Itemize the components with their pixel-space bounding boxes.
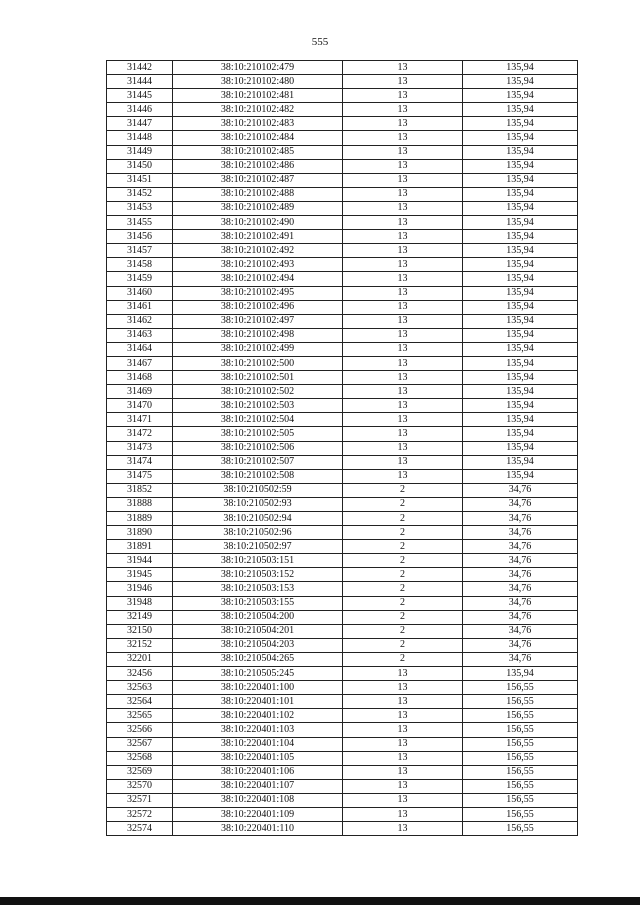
record-number-cell: 31463 xyxy=(107,328,173,342)
value-cell: 135,94 xyxy=(463,117,578,131)
cadastral-number-cell: 38:10:220401:104 xyxy=(173,737,343,751)
value-cell: 135,94 xyxy=(463,89,578,103)
cadastral-number-cell: 38:10:210102:502 xyxy=(173,385,343,399)
table-row xyxy=(107,371,578,385)
value-cell: 135,94 xyxy=(463,455,578,469)
table-row xyxy=(107,399,578,413)
quantity-cell: 13 xyxy=(343,89,463,103)
table-row xyxy=(107,300,578,314)
quantity-cell: 13 xyxy=(343,272,463,286)
table-row xyxy=(107,455,578,469)
cadastral-number-cell: 38:10:220401:108 xyxy=(173,793,343,807)
value-cell: 135,94 xyxy=(463,187,578,201)
quantity-cell: 13 xyxy=(343,131,463,145)
value-cell: 135,94 xyxy=(463,413,578,427)
value-cell: 135,94 xyxy=(463,286,578,300)
quantity-cell: 13 xyxy=(343,145,463,159)
table-row xyxy=(107,596,578,610)
value-cell: 135,94 xyxy=(463,371,578,385)
quantity-cell: 13 xyxy=(343,328,463,342)
cadastral-number-cell: 38:10:210502:59 xyxy=(173,483,343,497)
quantity-cell: 13 xyxy=(343,173,463,187)
cadastral-number-cell: 38:10:220401:103 xyxy=(173,723,343,737)
value-cell: 156,55 xyxy=(463,779,578,793)
quantity-cell: 13 xyxy=(343,427,463,441)
record-number-cell: 31475 xyxy=(107,469,173,483)
quantity-cell: 13 xyxy=(343,371,463,385)
cadastral-number-cell: 38:10:210503:155 xyxy=(173,596,343,610)
value-cell: 135,94 xyxy=(463,159,578,173)
cadastral-number-cell: 38:10:220401:101 xyxy=(173,695,343,709)
cadastral-number-cell: 38:10:210102:504 xyxy=(173,413,343,427)
record-number-cell: 32563 xyxy=(107,681,173,695)
cadastral-number-cell: 38:10:210102:500 xyxy=(173,356,343,370)
table-row xyxy=(107,173,578,187)
record-number-cell: 31458 xyxy=(107,258,173,272)
table-row xyxy=(107,328,578,342)
quantity-cell: 2 xyxy=(343,568,463,582)
record-number-cell: 31448 xyxy=(107,131,173,145)
cadastral-number-cell: 38:10:210102:483 xyxy=(173,117,343,131)
cadastral-number-cell: 38:10:220401:100 xyxy=(173,681,343,695)
quantity-cell: 13 xyxy=(343,737,463,751)
table-row xyxy=(107,75,578,89)
table-row xyxy=(107,89,578,103)
cadastral-number-cell: 38:10:210102:487 xyxy=(173,173,343,187)
quantity-cell: 13 xyxy=(343,356,463,370)
value-cell: 135,94 xyxy=(463,356,578,370)
table-row xyxy=(107,807,578,821)
table-row xyxy=(107,765,578,779)
quantity-cell: 13 xyxy=(343,681,463,695)
quantity-cell: 13 xyxy=(343,667,463,681)
cadastral-number-cell: 38:10:210102:485 xyxy=(173,145,343,159)
table-row xyxy=(107,385,578,399)
value-cell: 135,94 xyxy=(463,201,578,215)
cadastral-number-cell: 38:10:210102:484 xyxy=(173,131,343,145)
cadastral-number-cell: 38:10:210102:495 xyxy=(173,286,343,300)
cadastral-number-cell: 38:10:210102:501 xyxy=(173,371,343,385)
quantity-cell: 13 xyxy=(343,441,463,455)
record-number-cell: 32574 xyxy=(107,822,173,836)
table-row xyxy=(107,483,578,497)
record-number-cell: 31852 xyxy=(107,483,173,497)
record-number-cell: 32568 xyxy=(107,751,173,765)
cadastral-number-cell: 38:10:210102:481 xyxy=(173,89,343,103)
table-row xyxy=(107,737,578,751)
record-number-cell: 32566 xyxy=(107,723,173,737)
page-number: 555 xyxy=(311,36,329,48)
record-number-cell: 31442 xyxy=(107,61,173,75)
value-cell: 135,94 xyxy=(463,314,578,328)
value-cell: 34,76 xyxy=(463,568,578,582)
cadastral-number-cell: 38:10:210102:496 xyxy=(173,300,343,314)
cadastral-number-cell: 38:10:210502:93 xyxy=(173,497,343,511)
value-cell: 34,76 xyxy=(463,483,578,497)
table-row xyxy=(107,822,578,836)
table-row xyxy=(107,356,578,370)
value-cell: 156,55 xyxy=(463,709,578,723)
quantity-cell: 2 xyxy=(343,512,463,526)
record-number-cell: 31452 xyxy=(107,187,173,201)
record-number-cell: 31945 xyxy=(107,568,173,582)
table-row xyxy=(107,159,578,173)
quantity-cell: 2 xyxy=(343,638,463,652)
cadastral-number-cell: 38:10:220401:102 xyxy=(173,709,343,723)
quantity-cell: 2 xyxy=(343,526,463,540)
cadastral-number-cell: 38:10:210504:203 xyxy=(173,638,343,652)
quantity-cell: 2 xyxy=(343,610,463,624)
value-cell: 135,94 xyxy=(463,342,578,356)
value-cell: 135,94 xyxy=(463,328,578,342)
cadastral-number-cell: 38:10:220401:106 xyxy=(173,765,343,779)
value-cell: 156,55 xyxy=(463,723,578,737)
quantity-cell: 13 xyxy=(343,793,463,807)
table-row xyxy=(107,695,578,709)
record-number-cell: 32150 xyxy=(107,624,173,638)
record-number-cell: 31467 xyxy=(107,356,173,370)
record-number-cell: 32201 xyxy=(107,652,173,666)
value-cell: 34,76 xyxy=(463,526,578,540)
table-row xyxy=(107,751,578,765)
table-row xyxy=(107,145,578,159)
value-cell: 156,55 xyxy=(463,737,578,751)
quantity-cell: 13 xyxy=(343,117,463,131)
quantity-cell: 13 xyxy=(343,751,463,765)
value-cell: 34,76 xyxy=(463,582,578,596)
table-row xyxy=(107,638,578,652)
cadastral-number-cell: 38:10:210102:508 xyxy=(173,469,343,483)
record-number-cell: 31446 xyxy=(107,103,173,117)
record-number-cell: 31474 xyxy=(107,455,173,469)
record-number-cell: 31449 xyxy=(107,145,173,159)
cadastral-number-cell: 38:10:210102:493 xyxy=(173,258,343,272)
value-cell: 156,55 xyxy=(463,822,578,836)
cadastral-number-cell: 38:10:210102:486 xyxy=(173,159,343,173)
value-cell: 34,76 xyxy=(463,540,578,554)
value-cell: 135,94 xyxy=(463,441,578,455)
record-number-cell: 31471 xyxy=(107,413,173,427)
table-row xyxy=(107,427,578,441)
cadastral-number-cell: 38:10:210502:97 xyxy=(173,540,343,554)
record-number-cell: 32569 xyxy=(107,765,173,779)
table-row xyxy=(107,244,578,258)
table-row xyxy=(107,201,578,215)
quantity-cell: 2 xyxy=(343,652,463,666)
value-cell: 34,76 xyxy=(463,638,578,652)
quantity-cell: 13 xyxy=(343,187,463,201)
table-row xyxy=(107,526,578,540)
quantity-cell: 13 xyxy=(343,61,463,75)
cadastral-number-cell: 38:10:210502:94 xyxy=(173,512,343,526)
value-cell: 135,94 xyxy=(463,216,578,230)
quantity-cell: 2 xyxy=(343,483,463,497)
quantity-cell: 13 xyxy=(343,399,463,413)
quantity-cell: 13 xyxy=(343,286,463,300)
table-row xyxy=(107,413,578,427)
value-cell: 135,94 xyxy=(463,385,578,399)
value-cell: 34,76 xyxy=(463,596,578,610)
record-number-cell: 31457 xyxy=(107,244,173,258)
record-number-cell: 31462 xyxy=(107,314,173,328)
record-number-cell: 31445 xyxy=(107,89,173,103)
table-row xyxy=(107,497,578,511)
quantity-cell: 13 xyxy=(343,807,463,821)
table-row xyxy=(107,187,578,201)
value-cell: 135,94 xyxy=(463,399,578,413)
table-row xyxy=(107,779,578,793)
table-row xyxy=(107,441,578,455)
cadastral-number-cell: 38:10:210102:492 xyxy=(173,244,343,258)
record-number-cell: 31944 xyxy=(107,554,173,568)
record-number-cell: 31455 xyxy=(107,216,173,230)
record-number-cell: 31946 xyxy=(107,582,173,596)
cadastral-number-cell: 38:10:210502:96 xyxy=(173,526,343,540)
table-row xyxy=(107,103,578,117)
table-row xyxy=(107,131,578,145)
quantity-cell: 2 xyxy=(343,596,463,610)
quantity-cell: 2 xyxy=(343,540,463,554)
table-row xyxy=(107,286,578,300)
quantity-cell: 2 xyxy=(343,582,463,596)
cadastral-number-cell: 38:10:210102:497 xyxy=(173,314,343,328)
table-row xyxy=(107,216,578,230)
quantity-cell: 13 xyxy=(343,75,463,89)
record-number-cell: 31469 xyxy=(107,385,173,399)
quantity-cell: 13 xyxy=(343,342,463,356)
quantity-cell: 13 xyxy=(343,230,463,244)
record-number-cell: 32572 xyxy=(107,807,173,821)
cadastral-number-cell: 38:10:220401:107 xyxy=(173,779,343,793)
table-row xyxy=(107,723,578,737)
record-number-cell: 32567 xyxy=(107,737,173,751)
cadastral-number-cell: 38:10:210503:152 xyxy=(173,568,343,582)
quantity-cell: 13 xyxy=(343,314,463,328)
cadastral-number-cell: 38:10:210102:505 xyxy=(173,427,343,441)
cadastral-number-cell: 38:10:210102:479 xyxy=(173,61,343,75)
cadastral-number-cell: 38:10:220401:105 xyxy=(173,751,343,765)
scan-edge-bar xyxy=(0,897,640,905)
table-row xyxy=(107,610,578,624)
value-cell: 135,94 xyxy=(463,103,578,117)
value-cell: 135,94 xyxy=(463,131,578,145)
table-row xyxy=(107,667,578,681)
quantity-cell: 2 xyxy=(343,497,463,511)
table-row xyxy=(107,582,578,596)
quantity-cell: 13 xyxy=(343,469,463,483)
table-row xyxy=(107,793,578,807)
value-cell: 156,55 xyxy=(463,765,578,779)
value-cell: 156,55 xyxy=(463,793,578,807)
value-cell: 135,94 xyxy=(463,244,578,258)
table-row xyxy=(107,117,578,131)
value-cell: 34,76 xyxy=(463,624,578,638)
record-number-cell: 31891 xyxy=(107,540,173,554)
table-row xyxy=(107,652,578,666)
record-number-cell: 32570 xyxy=(107,779,173,793)
record-number-cell: 31444 xyxy=(107,75,173,89)
value-cell: 135,94 xyxy=(463,667,578,681)
cadastral-number-cell: 38:10:220401:110 xyxy=(173,822,343,836)
cadastral-number-cell: 38:10:210102:491 xyxy=(173,230,343,244)
record-number-cell: 31473 xyxy=(107,441,173,455)
cadastral-number-cell: 38:10:210505:245 xyxy=(173,667,343,681)
value-cell: 135,94 xyxy=(463,272,578,286)
cadastral-table xyxy=(106,60,578,836)
value-cell: 34,76 xyxy=(463,652,578,666)
value-cell: 135,94 xyxy=(463,300,578,314)
value-cell: 34,76 xyxy=(463,497,578,511)
record-number-cell: 31470 xyxy=(107,399,173,413)
quantity-cell: 13 xyxy=(343,159,463,173)
record-number-cell: 31472 xyxy=(107,427,173,441)
record-number-cell: 31456 xyxy=(107,230,173,244)
value-cell: 135,94 xyxy=(463,230,578,244)
value-cell: 135,94 xyxy=(463,258,578,272)
value-cell: 34,76 xyxy=(463,554,578,568)
record-number-cell: 32456 xyxy=(107,667,173,681)
quantity-cell: 13 xyxy=(343,413,463,427)
record-number-cell: 31888 xyxy=(107,497,173,511)
value-cell: 34,76 xyxy=(463,610,578,624)
value-cell: 135,94 xyxy=(463,75,578,89)
record-number-cell: 31447 xyxy=(107,117,173,131)
cadastral-number-cell: 38:10:210102:494 xyxy=(173,272,343,286)
cadastral-number-cell: 38:10:210102:488 xyxy=(173,187,343,201)
quantity-cell: 13 xyxy=(343,385,463,399)
quantity-cell: 13 xyxy=(343,779,463,793)
cadastral-number-cell: 38:10:210102:503 xyxy=(173,399,343,413)
cadastral-number-cell: 38:10:210503:153 xyxy=(173,582,343,596)
table-row xyxy=(107,314,578,328)
value-cell: 156,55 xyxy=(463,751,578,765)
record-number-cell: 31889 xyxy=(107,512,173,526)
quantity-cell: 13 xyxy=(343,258,463,272)
value-cell: 34,76 xyxy=(463,512,578,526)
quantity-cell: 2 xyxy=(343,624,463,638)
table-row xyxy=(107,272,578,286)
cadastral-number-cell: 38:10:220401:109 xyxy=(173,807,343,821)
record-number-cell: 31453 xyxy=(107,201,173,215)
table-row xyxy=(107,512,578,526)
cadastral-number-cell: 38:10:210504:265 xyxy=(173,652,343,666)
cadastral-number-cell: 38:10:210504:200 xyxy=(173,610,343,624)
record-number-cell: 31451 xyxy=(107,173,173,187)
table-row xyxy=(107,230,578,244)
cadastral-number-cell: 38:10:210504:201 xyxy=(173,624,343,638)
record-number-cell: 32571 xyxy=(107,793,173,807)
table-row xyxy=(107,469,578,483)
record-number-cell: 31460 xyxy=(107,286,173,300)
record-number-cell: 31450 xyxy=(107,159,173,173)
value-cell: 135,94 xyxy=(463,427,578,441)
quantity-cell: 13 xyxy=(343,244,463,258)
table-body xyxy=(107,61,578,836)
table-row xyxy=(107,624,578,638)
quantity-cell: 13 xyxy=(343,455,463,469)
cadastral-number-cell: 38:10:210503:151 xyxy=(173,554,343,568)
record-number-cell: 32564 xyxy=(107,695,173,709)
quantity-cell: 13 xyxy=(343,103,463,117)
value-cell: 135,94 xyxy=(463,61,578,75)
record-number-cell: 32149 xyxy=(107,610,173,624)
quantity-cell: 13 xyxy=(343,765,463,779)
value-cell: 156,55 xyxy=(463,681,578,695)
cadastral-number-cell: 38:10:210102:498 xyxy=(173,328,343,342)
quantity-cell: 13 xyxy=(343,709,463,723)
record-number-cell: 31461 xyxy=(107,300,173,314)
quantity-cell: 13 xyxy=(343,300,463,314)
record-number-cell: 32152 xyxy=(107,638,173,652)
value-cell: 135,94 xyxy=(463,173,578,187)
table-row xyxy=(107,258,578,272)
quantity-cell: 13 xyxy=(343,723,463,737)
record-number-cell: 31948 xyxy=(107,596,173,610)
table-row xyxy=(107,61,578,75)
quantity-cell: 13 xyxy=(343,822,463,836)
table-row xyxy=(107,709,578,723)
cadastral-number-cell: 38:10:210102:499 xyxy=(173,342,343,356)
record-number-cell: 31890 xyxy=(107,526,173,540)
quantity-cell: 13 xyxy=(343,216,463,230)
record-number-cell: 32565 xyxy=(107,709,173,723)
record-number-cell: 31468 xyxy=(107,371,173,385)
value-cell: 135,94 xyxy=(463,145,578,159)
table-row xyxy=(107,342,578,356)
table-row xyxy=(107,554,578,568)
cadastral-number-cell: 38:10:210102:507 xyxy=(173,455,343,469)
cadastral-number-cell: 38:10:210102:489 xyxy=(173,201,343,215)
cadastral-number-cell: 38:10:210102:482 xyxy=(173,103,343,117)
table-row xyxy=(107,540,578,554)
value-cell: 156,55 xyxy=(463,807,578,821)
quantity-cell: 13 xyxy=(343,695,463,709)
quantity-cell: 2 xyxy=(343,554,463,568)
value-cell: 135,94 xyxy=(463,469,578,483)
table-row xyxy=(107,681,578,695)
record-number-cell: 31459 xyxy=(107,272,173,286)
value-cell: 156,55 xyxy=(463,695,578,709)
table-row xyxy=(107,568,578,582)
cadastral-number-cell: 38:10:210102:506 xyxy=(173,441,343,455)
quantity-cell: 13 xyxy=(343,201,463,215)
record-number-cell: 31464 xyxy=(107,342,173,356)
cadastral-number-cell: 38:10:210102:480 xyxy=(173,75,343,89)
cadastral-number-cell: 38:10:210102:490 xyxy=(173,216,343,230)
